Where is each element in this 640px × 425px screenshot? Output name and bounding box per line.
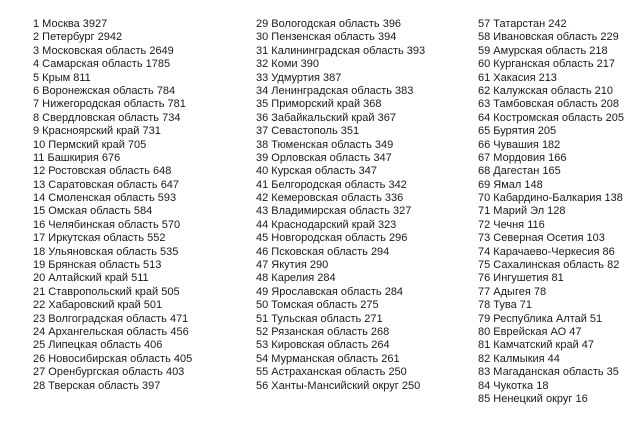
list-item: 68 Дагестан 165 xyxy=(478,165,561,178)
list-column-3 xyxy=(478,18,624,406)
list-item: 16 Челябинская область 570 xyxy=(33,218,181,231)
list-item: 59 Амурская область 218 xyxy=(478,44,608,57)
list-item: 62 Калужская область 210 xyxy=(478,84,614,97)
list-item: 13 Саратовская область 647 xyxy=(33,178,180,191)
list-item: 35 Приморский край 368 xyxy=(256,98,382,111)
list-item: 71 Марий Эл 128 xyxy=(478,205,566,218)
list-item: 82 Калмыкия 44 xyxy=(478,352,560,365)
list-item: 52 Рязанская область 268 xyxy=(256,325,390,338)
list-item: 22 Хабаровский край 501 xyxy=(33,299,163,312)
list-item: 84 Чукотка 18 xyxy=(478,379,549,392)
list-item: 50 Томская область 275 xyxy=(256,299,379,312)
list-item: 19 Брянская область 513 xyxy=(33,259,162,272)
list-item: 7 Нижегородская область 781 xyxy=(33,98,186,111)
list-item: 17 Иркутская область 552 xyxy=(33,232,166,245)
list-item: 85 Ненецкий округ 16 xyxy=(478,392,588,405)
list-item: 31 Калининградская область 393 xyxy=(256,44,426,57)
list-item: 78 Тува 71 xyxy=(478,299,533,312)
list-item: 58 Ивановская область 229 xyxy=(478,31,619,44)
list-item: 66 Чувашия 182 xyxy=(478,138,561,151)
list-item: 12 Ростовская область 648 xyxy=(33,165,172,178)
list-item: 14 Смоленская область 593 xyxy=(33,192,177,205)
list-item: 75 Сахалинская область 82 xyxy=(478,259,620,272)
list-item: 9 Красноярский край 731 xyxy=(33,125,161,138)
list-item: 54 Мурманская область 261 xyxy=(256,352,400,365)
list-item: 25 Липецкая область 406 xyxy=(33,339,163,352)
list-item: 76 Ингушетия 81 xyxy=(478,272,564,285)
list-item: 48 Карелия 284 xyxy=(256,272,336,285)
list-item: 27 Оренбургская область 403 xyxy=(33,366,185,379)
list-item: 33 Удмуртия 387 xyxy=(256,71,342,84)
list-item: 41 Белгородская область 342 xyxy=(256,178,407,191)
list-column-1 xyxy=(33,18,192,393)
list-item: 42 Кемеровская область 336 xyxy=(256,192,404,205)
list-item: 45 Новгородская область 296 xyxy=(256,232,408,245)
list-item: 70 Кабардино-Балкария 138 xyxy=(478,192,623,205)
list-item: 72 Чечня 116 xyxy=(478,218,545,231)
list-item: 20 Алтайский край 511 xyxy=(33,272,149,285)
list-item: 77 Адыгея 78 xyxy=(478,285,547,298)
list-item: 43 Владимирская область 327 xyxy=(256,205,412,218)
list-item: 4 Самарская область 1785 xyxy=(33,58,171,71)
list-item: 18 Ульяновская область 535 xyxy=(33,245,179,258)
list-item: 30 Пензенская область 394 xyxy=(256,31,397,44)
list-item: 64 Костромская область 205 xyxy=(478,111,624,124)
list-item: 57 Татарстан 242 xyxy=(478,18,567,30)
list-item: 46 Псковская область 294 xyxy=(256,245,390,258)
list-item: 74 Карачаево-Черкесия 86 xyxy=(478,245,615,258)
list-item: 51 Тульская область 271 xyxy=(256,312,383,325)
list-item: 32 Коми 390 xyxy=(256,58,319,71)
list-item: 73 Северная Осетия 103 xyxy=(478,232,605,245)
list-item: 53 Кировская область 264 xyxy=(256,339,390,352)
list-item: 79 Республика Алтай 51 xyxy=(478,312,603,325)
list-item: 21 Ставропольский край 505 xyxy=(33,285,180,298)
list-item: 3 Московская область 2649 xyxy=(33,44,174,57)
list-item: 11 Башкирия 676 xyxy=(33,151,121,164)
list-item: 5 Крым 811 xyxy=(33,71,91,84)
list-item: 26 Новосибирская область 405 xyxy=(33,352,193,365)
list-item: 1 Москва 3927 xyxy=(33,18,108,30)
list-item: 6 Воронежская область 784 xyxy=(33,84,176,97)
list-item: 55 Астраханская область 250 xyxy=(256,366,407,379)
list-item: 23 Волгоградская область 471 xyxy=(33,312,189,325)
list-column-2 xyxy=(256,18,425,393)
list-item: 8 Свердловская область 734 xyxy=(33,111,181,124)
list-item: 83 Магаданская область 35 xyxy=(478,366,619,379)
list-item: 2 Петербург 2942 xyxy=(33,31,123,44)
list-item: 80 Еврейская АО 47 xyxy=(478,325,582,338)
list-item: 63 Тамбовская область 208 xyxy=(478,98,620,111)
list-item: 28 Тверская область 397 xyxy=(33,379,161,392)
list-item: 38 Тюменская область 349 xyxy=(256,138,394,151)
list-item: 39 Орловская область 347 xyxy=(256,151,392,164)
list-item: 36 Забайкальский край 367 xyxy=(256,111,396,124)
list-item: 81 Камчатский край 47 xyxy=(478,339,595,352)
list-item: 67 Мордовия 166 xyxy=(478,151,567,164)
list-item: 56 Ханты-Мансийский округ 250 xyxy=(256,379,421,392)
list-item: 29 Вологодская область 396 xyxy=(256,18,402,30)
list-item: 10 Пермский край 705 xyxy=(33,138,147,151)
list-item: 60 Курганская область 217 xyxy=(478,58,615,71)
list-item: 47 Якутия 290 xyxy=(256,259,329,272)
list-item: 34 Ленинградская область 383 xyxy=(256,84,414,97)
list-item: 15 Омская область 584 xyxy=(33,205,153,218)
list-item: 44 Краснодарский край 323 xyxy=(256,218,397,231)
list-item: 37 Севастополь 351 xyxy=(256,125,360,138)
list-item: 24 Архангельская область 456 xyxy=(33,325,189,338)
list-item: 40 Курская область 347 xyxy=(256,165,378,178)
list-item: 61 Хакасия 213 xyxy=(478,71,557,84)
list-item: 65 Бурятия 205 xyxy=(478,125,557,138)
list-item: 49 Ярославская область 284 xyxy=(256,285,404,298)
list-item: 69 Ямал 148 xyxy=(478,178,543,191)
